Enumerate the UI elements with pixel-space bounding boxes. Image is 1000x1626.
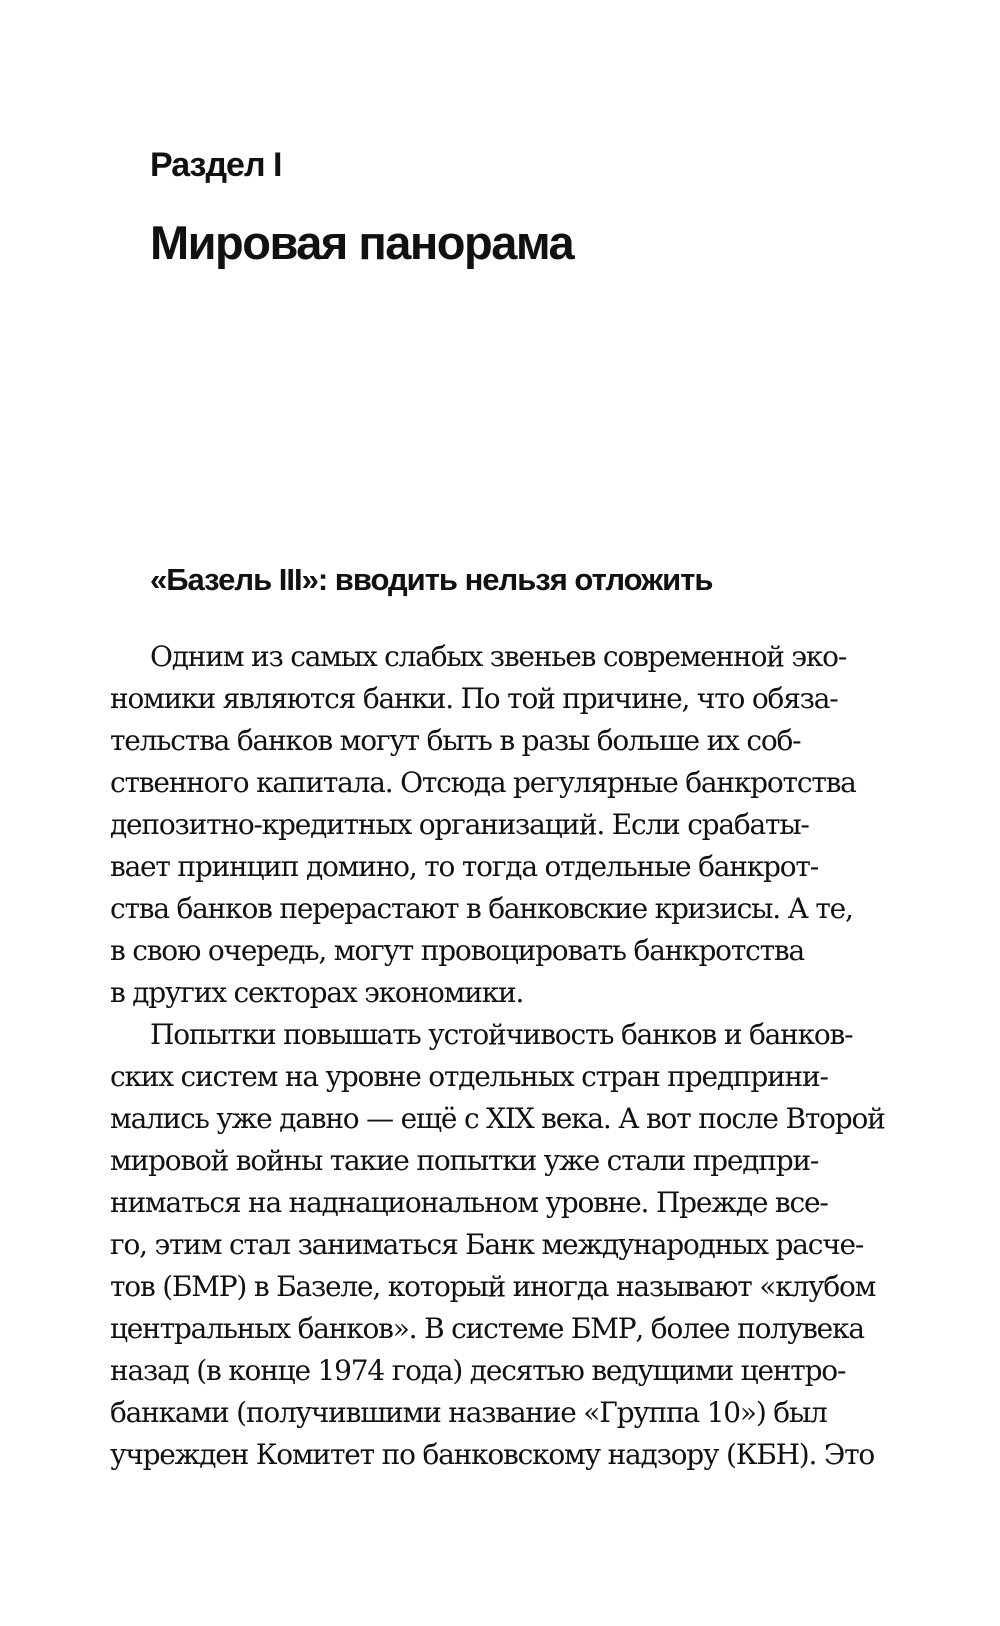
text-line: банками (получившими название «Группа 10») был	[110, 1396, 827, 1429]
text-line: назад (в конце 1974 года) десятью ведущими центро-	[110, 1354, 846, 1387]
text-line: депозитно-кредитных организаций. Если срабаты-	[110, 808, 809, 841]
text-line: в свою очередь, могут провоцировать банкротства	[110, 934, 804, 967]
paragraph-1	[110, 636, 885, 1014]
paragraph-2	[110, 1014, 885, 1476]
text-line: ниматься на наднациональном уровне. Прежде все-	[110, 1186, 828, 1219]
text-line: учрежден Комитет по банковскому надзору (КБН). Это	[110, 1438, 875, 1471]
text-line: тов (БМР) в Базеле, который иногда называют «клубом	[110, 1270, 876, 1303]
text-line: вает принцип домино, то тогда отдельные банкрот-	[110, 850, 818, 883]
text-line: ства банков перерастают в банковские кризисы. А те,	[110, 892, 853, 925]
text-line: го, этим стал заниматься Банк международных расче-	[110, 1228, 864, 1261]
text-line: ственного капитала. Отсюда регулярные банкротства	[110, 766, 856, 799]
section-label: Раздел I	[150, 146, 282, 184]
chapter-title: «Базель III»: вводить нельзя отложить	[150, 562, 713, 597]
text-line: номики являются банки. По той причине, что обяза-	[110, 682, 838, 715]
text-line: Одним из самых слабых звеньев современной эко-	[150, 640, 847, 673]
text-line: в других секторах экономики.	[110, 976, 524, 1009]
text-line: ских систем на уровне отдельных стран предприни-	[110, 1060, 828, 1093]
text-line: центральных банков». В системе БМР, более полувека	[110, 1312, 864, 1345]
section-title: Мировая панорама	[150, 216, 574, 269]
text-line: тельства банков могут быть в разы больше их соб-	[110, 724, 801, 757]
text-line: мались уже давно — ещё с XIX века. А вот после Второй	[110, 1102, 885, 1135]
body-text	[110, 636, 885, 1476]
text-line: мировой войны такие попытки уже стали предпри-	[110, 1144, 819, 1177]
text-line: Попытки повышать устойчивость банков и банков-	[150, 1018, 853, 1051]
